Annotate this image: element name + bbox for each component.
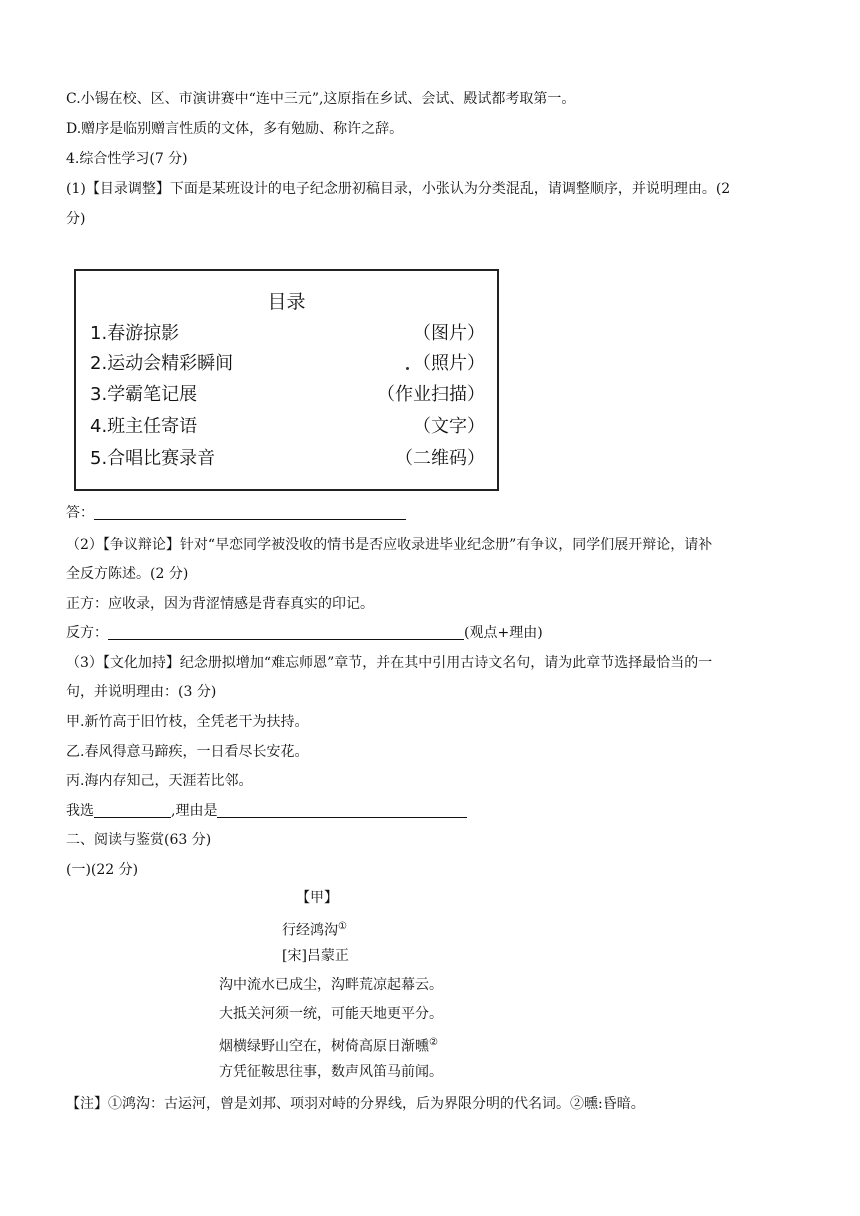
answer-blank[interactable] xyxy=(94,503,406,520)
answer-label: 答： xyxy=(66,505,94,521)
question-4-1-text-cont: 分) xyxy=(66,211,86,227)
reason-blank[interactable] xyxy=(217,801,467,818)
toc-item-kind: （二维码） xyxy=(395,448,485,469)
footnote-marker: ② xyxy=(429,1037,438,1048)
question-4-2-text-cont: 全反方陈述。(2 分) xyxy=(66,566,189,582)
poem-line-3-text: 烟横绿野山空在，树倚高原日渐曛 xyxy=(219,1038,429,1055)
choice-a: 甲.新竹高于旧竹枝，全凭老干为扶持。 xyxy=(66,714,309,730)
poem-line-4: 方凭征鞍思往事，数声风笛马前闻。 xyxy=(219,1064,443,1080)
poem-line-1: 沟中流水已成尘，沟畔荒凉起幕云。 xyxy=(219,977,443,993)
toc-item-title: 3.学霸笔记展 xyxy=(90,384,198,405)
toc-item-kind: （作业扫描） xyxy=(377,384,485,405)
toc-item-title: 1.春游掠影 xyxy=(90,323,180,344)
toc-item-kind: （图片） xyxy=(413,323,485,344)
choice-b: 乙.春风得意马蹄疾，一日看尽长安花。 xyxy=(66,744,309,760)
pro-side: 正方：应收录，因为背涩情感是背春真实的印记。 xyxy=(66,596,374,612)
toc-item-title: 5.合唱比赛录音 xyxy=(90,448,216,469)
toc-title: 目录 xyxy=(267,291,306,313)
con-side xyxy=(66,623,543,643)
scan-speck xyxy=(406,367,409,370)
poem-title-text: 行经鸿沟 xyxy=(282,922,338,939)
poem-author: [宋]吕蒙正 xyxy=(282,948,349,964)
poem-tag: 【甲】 xyxy=(296,890,338,906)
question-4-heading: 4.综合性学习(7 分) xyxy=(66,151,188,167)
choice-c: 丙.海内存知己，天涯若比邻。 xyxy=(66,773,253,789)
con-blank[interactable] xyxy=(108,623,464,640)
poem-line-3 xyxy=(219,1033,438,1057)
choose-blank[interactable] xyxy=(94,801,171,818)
question-4-1-text: (1)【目录调整】下面是某班设计的电子纪念册初稿目录，小张认为分类混乱，请调整顺序，并说明理由。(2 xyxy=(66,181,731,197)
con-hint: (观点+理由) xyxy=(464,625,543,641)
toc-figure xyxy=(74,269,499,491)
question-4-3-text-cont: 句，并说明理由：(3 分) xyxy=(66,684,217,700)
con-label: 反方： xyxy=(66,625,108,641)
reason-label: ,理由是 xyxy=(171,803,218,819)
section-2-heading: 二、阅读与鉴赏(63 分) xyxy=(66,832,212,848)
option-c: C.小锡在校、区、市演讲赛中“连中三元”,这原指在乡试、会试、殿试都考取第一。 xyxy=(66,91,576,107)
footnote-marker: ① xyxy=(338,921,347,932)
toc-item-kind: （文字） xyxy=(413,416,485,437)
choose-label: 我选 xyxy=(66,803,94,819)
choose-line xyxy=(66,801,467,821)
subsection-1-heading: (一)(22 分) xyxy=(66,862,139,878)
poem-title xyxy=(282,917,347,941)
question-4-3-text: （3）【文化加持】纪念册拟增加“难忘师恩”章节，并在其中引用古诗文名句，请为此章节选择最恰当的一 xyxy=(66,655,713,671)
poem-line-2: 大抵关河须一统，可能天地更平分。 xyxy=(219,1006,443,1022)
poem-notes: 【注】①鸿沟：古运河，曾是刘邦、项羽对峙的分界线，后为界限分明的代名词。②曛:昏暗。 xyxy=(66,1096,645,1112)
answer-line-1 xyxy=(66,503,406,523)
toc-item-kind: （照片） xyxy=(413,353,485,374)
toc-item-title: 4.班主任寄语 xyxy=(90,416,198,437)
option-d: D.赠序是临别赠言性质的文体，多有勉励、称许之辞。 xyxy=(66,121,404,137)
toc-item-title: 2.运动会精彩瞬间 xyxy=(90,353,234,374)
question-4-2-text: （2）【争议辩论】针对“早恋同学被没收的情书是否应收录进毕业纪念册”有争议，同学们展开辩论，请补 xyxy=(66,537,713,553)
